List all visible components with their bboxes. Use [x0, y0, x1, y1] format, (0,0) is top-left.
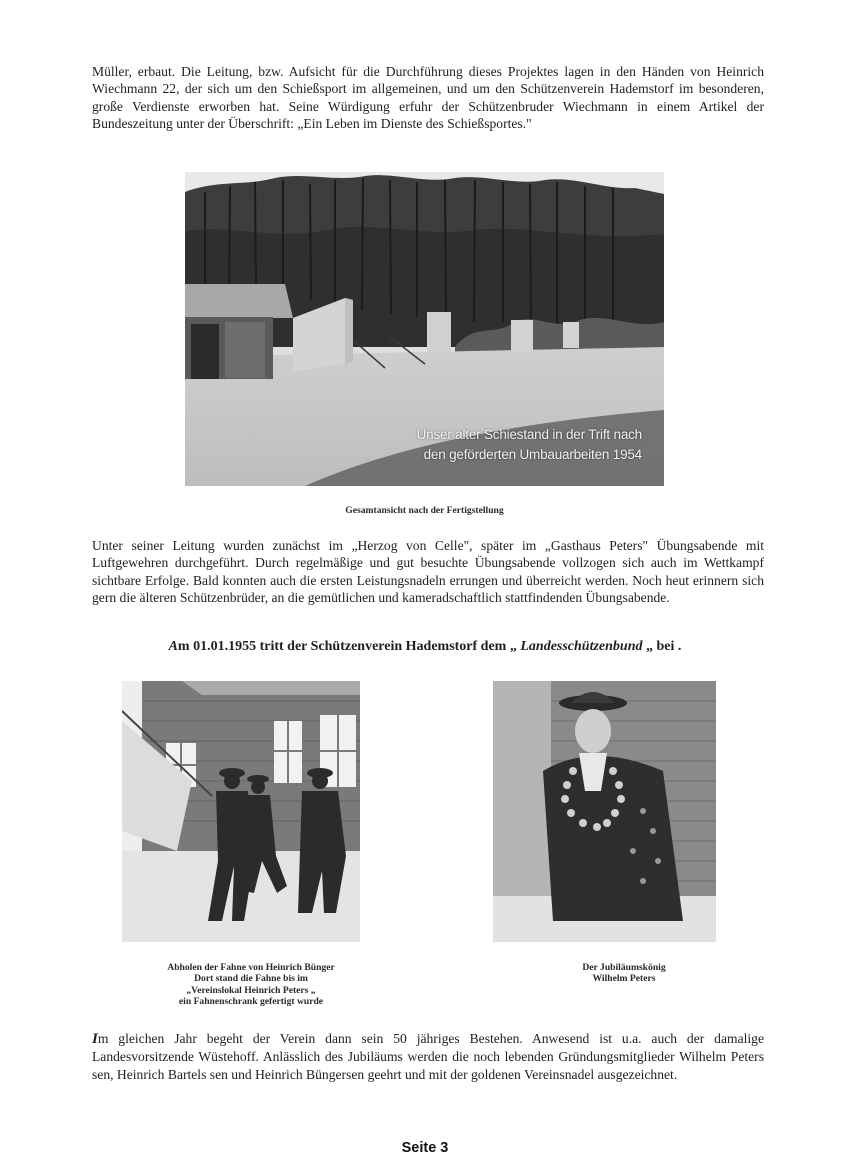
paragraph-anniversary: [92, 1030, 764, 1083]
photo-flag-procession: [122, 681, 360, 942]
section-heading: [0, 639, 850, 655]
photo-overlay-line2: den geförderten Umbauarbeiten 1954: [423, 447, 642, 462]
photo-jubilee-king: [493, 681, 716, 942]
photo-caption-king: [504, 962, 744, 985]
paragraph-anniversary-text: m gleichen Jahr begeht der Verein dann sein 50 jähriges Bestehen. Anwesend ist u.a. auch der damalige Landesvorsitzende Wüstehoff. Anlässlich des Jubiläums werden die noch lebenden Gründungsmitglieder Wilhelm Peters sen, Heinrich Bartels sen und Heinrich Büngersen geehrt und mit der goldenen Vereinsnadel ausgezeichnet.: [92, 1031, 764, 1082]
caption-king-line1: Der Jubiläumskönig: [582, 962, 666, 973]
caption-flag-line1: Abholen der Fahne von Heinrich Bünger: [167, 962, 335, 973]
caption-flag-line2: Dort stand die Fahne bis im: [194, 973, 308, 985]
caption-flag-line4: ein Fahnenschrank gefertigt wurde: [178, 996, 324, 1008]
paragraph-initial: I: [92, 1031, 98, 1047]
caption-king-line2: Wilhelm Peters: [592, 973, 656, 985]
heading-initial: A: [168, 639, 178, 654]
photo-caption-flag: [122, 962, 380, 1008]
page-number: Seite 3: [401, 1140, 449, 1156]
heading-italic: Landesschützenbund: [520, 639, 643, 654]
paragraph-intro: Müller, erbaut. Die Leitung, bzw. Aufsicht für die Durchführung dieses Projektes lagen in den Händen von Heinrich Wiechmann 22, der sich um den Schießsport im allgemeinen, und um den Schützenverein Hademstorf im besonderen, große Verdienste erworben hat. Seine Würdigung erfuhr der Schützenbruder Wiechmann in einem Artikel der Bundeszeitung unter der Überschrift: „Ein Leben im Dienste des Schießsportes.": [92, 64, 764, 132]
photo-caption-range: Gesamtansicht nach der Fertigstellung: [345, 505, 504, 516]
caption-flag-line3: „Vereinslokal Heinrich Peters „: [186, 984, 316, 996]
paragraph-training: Unter seiner Leitung wurden zunächst im „Herzog von Celle", später im „Gasthaus Peters" Übungsabende mit Luftgewehren durchgeführt. Durch regelmäßige und gut besuchte Übungsabende vollzogen sich auch im Wettkampf sichtbare Erfolge. Bald konnten auch die ersten Leistungsnadeln errungen und überreicht werden. Noch heut erinnern sich gern die älteren Schützenbrüder, an die gemütlichen und kameradschaftlich stattfindenden Übungsabende.: [92, 538, 764, 606]
photo-overlay-line1: Unser alter Schiestand in der Trift nach: [416, 427, 642, 442]
heading-text-part1: m 01.01.1955 tritt der Schützenverein Hademstorf dem „: [177, 639, 521, 654]
heading-text-part2: „ bei .: [642, 639, 682, 654]
photo-shooting-range: [185, 172, 664, 486]
